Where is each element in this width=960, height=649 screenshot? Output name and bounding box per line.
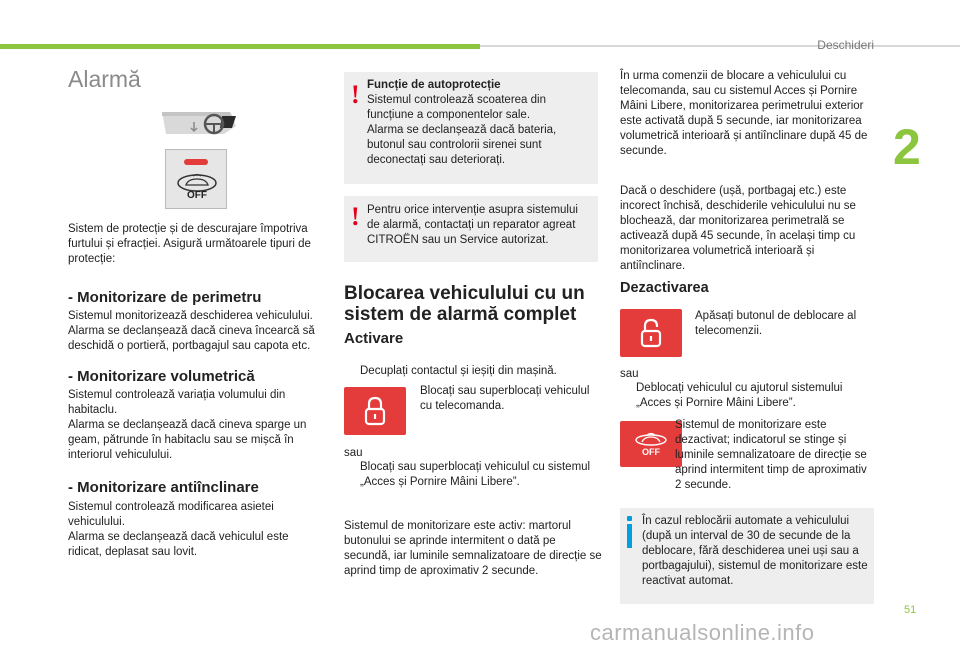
watermark: carmanualsonline.info [590, 620, 815, 645]
intro-text: Sistem de protecție și de descurajare împotriva furtului și efracției. Asigură următoarele tipuri de protecție: [68, 223, 311, 265]
or-text: sau [620, 368, 639, 380]
incorrect-closing-text: Dacă o deschidere (ușă, portbagaj etc.) este incorect închisă, deschiderile vehiculului nu se blochează, dar monitorizarea perimetrală se activează după 45 secunde, în același timp cu monitorizarea volumetrică interioară și antiînclinare. [620, 185, 856, 272]
indicator-light [184, 159, 208, 165]
lock-button-icon [344, 387, 406, 435]
activation-note: Sistemul de monitorizare este activ: martorul butonului se aprinde intermitent o dată pe secundă, iar luminile semnalizatoare de direcție se aprind timp de aproximativ 2 secunde. [344, 520, 602, 577]
perimeter-heading: - Monitorizare de perimetru [68, 289, 262, 306]
activation-heading: Activare [344, 330, 404, 347]
perimeter-text: Sistemul monitorizează deschiderea vehiculului. Alarma se declanșează dacă cineva încearcă să deschidă o portieră, portbagajul sau capota etc. [68, 310, 315, 352]
car-alarm-icon [176, 172, 218, 192]
deactivation-heading: Dezactivarea [620, 280, 709, 296]
unlock-button-icon [620, 309, 682, 357]
ceiling-console-icon [160, 106, 240, 138]
warning-icon: ! [351, 80, 360, 109]
padlock-icon [364, 396, 386, 426]
activation-step-2: Blocați sau superblocați vehiculul cu telecomanda. [420, 385, 590, 412]
service-warning-box [344, 196, 598, 262]
warning-title: Funcție de autoprotecție [367, 79, 501, 91]
warning-text: Sistemul controlează scoaterea din funcțiune a componentelor sale. Alarma se declanșează dacă bateria, butonul sau controlorii sirenei sunt deconectați sau deteriorați. [367, 94, 557, 166]
volumetric-heading: - Monitorizare volumetrică [68, 368, 255, 385]
header-accent-bar [0, 44, 480, 49]
self-protection-warning-box [344, 72, 598, 184]
off-label: OFF [642, 446, 660, 457]
tilt-text: Sistemul controlează modificarea asietei vehiculului. Alarma se declanșează dacă vehiculul este ridicat, deplasat sau lovit. [68, 501, 289, 558]
auto-relock-info-box [620, 508, 874, 604]
page-number: 51 [904, 604, 917, 616]
info-icon-dot [627, 516, 632, 521]
auto-relock-text: În cazul reblocării automate a vehiculului (după un interval de 30 de secunde de la deblocare, fără deschiderea unei uși sau a portbagajului), sistemul de monitorizare este reactivat automat. [642, 515, 868, 587]
header-rule [480, 45, 960, 47]
volumetric-text: Sistemul controlează variația volumului din habitaclu. Alarma se declanșează dacă cineva sparge un geam, pătrunde în habitaclu sau se mișcă în interiorul vehiculului. [68, 389, 307, 461]
off-label: OFF [187, 190, 207, 201]
section-label: Deschideri [817, 38, 874, 52]
chapter-number: 2 [893, 119, 921, 175]
open-padlock-icon [640, 318, 662, 348]
deactivation-status: Sistemul de monitorizare este dezactivat; indicatorul se stinge și luminile semnalizatoare de direcție se aprind intermitent timp de aproximativ 2 secunde. [675, 419, 867, 491]
activation-step-1: Decuplați contactul și ieșiți din mașină. [360, 365, 557, 377]
warning-icon: ! [351, 202, 360, 231]
console-illustration [160, 106, 240, 138]
tilt-heading: - Monitorizare antiînclinare [68, 479, 259, 496]
page-title: Alarmă [68, 66, 141, 92]
alarm-off-button-panel [165, 149, 227, 209]
activation-delay-text: În urma comenzii de blocare a vehiculului cu telecomanda, sau cu sistemul Acces și Pornire Mâini Libere, monitorizarea perimetrului exterior este activată după 5 secunde, iar monitorizarea volumetrică interioară și antiînclinare după 45 de secunde. [620, 70, 868, 157]
alarm-off-icon [620, 421, 682, 467]
car-alarm-icon [634, 432, 668, 446]
or-text: sau [344, 447, 363, 459]
service-warning-text: Pentru orice intervenție asupra sistemului de alarmă, contactați un reparator agreat CITROËN sau un Service autorizat. [367, 204, 578, 246]
deactivation-step-2: Deblocați vehiculul cu ajutorul sistemului „Acces și Pornire Mâini Libere”. [636, 382, 843, 409]
info-icon [627, 524, 632, 548]
activation-step-3: Blocați sau superblocați vehiculul cu sistemul „Acces și Pornire Mâini Libere”. [360, 461, 591, 488]
deactivation-step-1: Apăsați butonul de deblocare al telecomenzii. [695, 310, 857, 337]
locking-heading: Blocarea vehiculului cu un sistem de alarmă complet [344, 283, 585, 325]
